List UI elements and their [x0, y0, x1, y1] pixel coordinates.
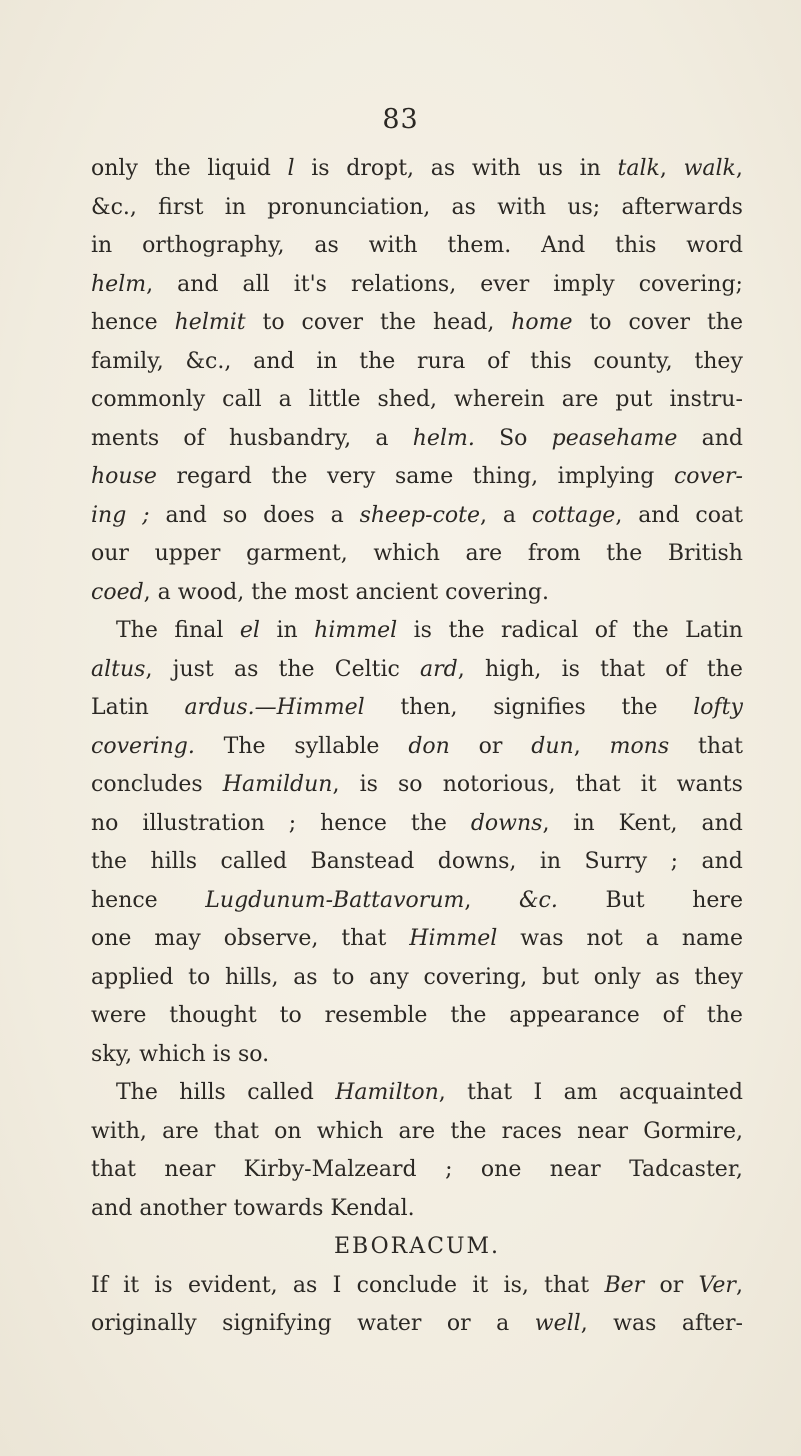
word: that — [698, 733, 743, 759]
word: word — [686, 233, 743, 258]
word: the — [621, 695, 658, 720]
word: helmit — [174, 310, 246, 335]
word: and — [165, 502, 207, 528]
word: the — [448, 618, 485, 643]
word: ; — [142, 502, 150, 528]
word: dropt, — [346, 156, 415, 181]
word: signifying — [222, 1311, 332, 1336]
word: may — [154, 926, 201, 951]
word: that — [91, 1157, 136, 1182]
text-line — [91, 535, 743, 574]
text-line — [91, 882, 743, 921]
word: hills, — [224, 964, 279, 990]
text-line — [91, 150, 743, 189]
word: ; — [670, 849, 679, 874]
word: the — [154, 156, 191, 181]
word: ard, — [420, 656, 465, 682]
word: helm, — [91, 271, 154, 297]
word: the — [450, 1118, 487, 1144]
word: is — [561, 656, 580, 682]
word: our — [91, 541, 129, 566]
word: covering; — [638, 271, 743, 297]
text-line — [91, 651, 743, 690]
word: it — [640, 772, 657, 797]
text-line — [91, 304, 743, 343]
text-line — [91, 612, 743, 651]
word: it — [123, 1272, 140, 1298]
word: this — [530, 348, 572, 374]
word: am — [563, 1080, 598, 1105]
text-line — [91, 728, 743, 767]
word: evident, — [188, 1272, 278, 1298]
word: rura — [417, 348, 466, 374]
word: so — [398, 772, 423, 797]
word: implying — [557, 464, 655, 489]
word: which — [316, 1118, 384, 1144]
word: the — [706, 656, 743, 682]
word: that — [600, 656, 646, 682]
word: no — [91, 810, 119, 836]
word: as — [314, 233, 339, 258]
text-line — [91, 1036, 743, 1075]
word: of — [665, 656, 687, 682]
word: of — [662, 1003, 685, 1028]
word: don — [408, 733, 450, 759]
word: liquid — [207, 156, 271, 181]
text-line — [91, 458, 743, 497]
word: from — [527, 541, 581, 566]
word: regard — [176, 464, 252, 489]
word: as — [655, 964, 680, 990]
text-line — [91, 227, 743, 266]
word: But — [605, 887, 645, 913]
word: coat — [695, 502, 743, 528]
word: that — [575, 772, 621, 797]
text-line — [91, 497, 743, 536]
text-line — [91, 843, 743, 882]
word: races — [501, 1118, 562, 1144]
word: The — [116, 618, 158, 643]
word: himmel — [314, 618, 398, 643]
word: dun, — [531, 733, 581, 759]
word: in — [573, 810, 595, 836]
word: just — [172, 656, 214, 682]
text-line — [91, 1267, 743, 1306]
word: to — [279, 1003, 302, 1028]
text-line — [91, 1074, 743, 1113]
text-line — [91, 1113, 743, 1152]
word: Kirby-Malzeard — [243, 1157, 417, 1182]
word: &c. — [518, 887, 558, 913]
word: cottage, — [531, 502, 623, 528]
word: in — [224, 194, 246, 220]
word: name — [681, 926, 743, 951]
word: altus, — [91, 656, 153, 682]
word: same — [394, 464, 454, 489]
word: as — [292, 1272, 318, 1298]
word: Surry — [584, 849, 648, 874]
word: downs, — [437, 849, 517, 874]
word: ancient — [355, 579, 439, 605]
word: or — [478, 733, 503, 759]
word: Latin — [91, 695, 149, 720]
word: to — [262, 310, 285, 335]
word: imply — [553, 271, 615, 297]
word: was — [613, 1311, 657, 1336]
word: cover — [628, 310, 691, 335]
word: that — [213, 1118, 259, 1144]
text-line — [91, 343, 743, 382]
word: called — [220, 849, 288, 874]
word: here — [692, 887, 743, 913]
word: notorious, — [442, 772, 556, 797]
word: they — [694, 964, 743, 990]
word: call — [222, 387, 262, 412]
word: not — [586, 926, 623, 951]
word: appearance — [509, 1003, 640, 1028]
word: county, — [593, 348, 673, 374]
word: it's — [293, 271, 327, 297]
word: wherein — [454, 387, 545, 412]
word: only — [91, 156, 138, 181]
word: covering. — [91, 733, 195, 759]
text-line — [91, 574, 743, 613]
word: thing, — [472, 464, 539, 489]
word: and — [701, 849, 743, 874]
text-line — [91, 959, 743, 998]
word: instru- — [669, 387, 743, 412]
word: are — [561, 387, 599, 412]
word: only — [593, 964, 641, 990]
word: house — [91, 464, 157, 489]
word: is — [413, 618, 432, 643]
word: are — [398, 1118, 436, 1144]
word: of — [487, 348, 509, 374]
word: that — [341, 926, 387, 951]
page-number: 83 — [382, 104, 419, 135]
word: wants — [676, 772, 743, 797]
body-text — [91, 150, 743, 1344]
word: the — [706, 1003, 743, 1028]
word: peasehame — [551, 425, 678, 451]
word: Himmel — [409, 926, 498, 951]
text-line — [91, 689, 743, 728]
word: water — [357, 1311, 422, 1336]
word: one — [480, 1157, 522, 1182]
word: applied — [91, 964, 174, 990]
word: as — [451, 194, 476, 220]
word: head, — [432, 310, 495, 335]
word: a — [157, 579, 171, 605]
word: as — [233, 656, 259, 682]
word: with, — [91, 1118, 147, 1144]
word: covering. — [445, 579, 549, 605]
word: the — [632, 618, 669, 643]
word: sky, — [91, 1041, 133, 1067]
word: to — [188, 964, 211, 990]
word: little — [308, 387, 361, 412]
text-line — [91, 997, 743, 1036]
word: as — [293, 964, 318, 990]
word: home — [511, 310, 573, 335]
word: as — [430, 156, 456, 181]
word: hence — [320, 810, 387, 836]
word: Hamilton, — [335, 1080, 446, 1105]
word: and — [638, 502, 680, 528]
word: near — [549, 1157, 601, 1182]
word: near — [577, 1118, 628, 1144]
word: acquainted — [618, 1080, 743, 1105]
word: British — [667, 541, 743, 566]
word: or — [659, 1272, 684, 1298]
word: the — [379, 310, 417, 335]
word: were — [91, 1003, 147, 1028]
word: The — [223, 733, 266, 759]
word: &c., — [185, 348, 232, 374]
word: us — [537, 156, 563, 181]
word: Ber — [604, 1272, 645, 1298]
word: concludes — [91, 772, 203, 797]
word: a — [645, 926, 659, 951]
word: Kent, — [618, 810, 678, 836]
word: the — [91, 849, 128, 874]
word: so — [222, 502, 248, 528]
word: which — [373, 541, 440, 566]
word: a — [496, 1311, 510, 1336]
word: I — [533, 1080, 543, 1105]
word: near — [164, 1157, 216, 1182]
word: and — [253, 348, 295, 374]
section-heading — [91, 1228, 743, 1267]
word: first — [158, 194, 204, 220]
word: is — [154, 1272, 173, 1298]
word: radical — [501, 618, 579, 643]
text-line — [91, 1151, 743, 1190]
word: this — [615, 233, 657, 258]
word: the — [251, 579, 288, 605]
word: all — [242, 271, 270, 297]
word: EBORACUM. — [333, 1234, 501, 1259]
word: talk, — [617, 156, 667, 181]
word: most — [294, 579, 349, 605]
word: Ver, — [698, 1272, 743, 1298]
word: the — [271, 464, 308, 489]
text-line — [91, 266, 743, 305]
word: so. — [237, 1041, 270, 1067]
word: another — [139, 1195, 227, 1221]
word: Hamildun, — [222, 772, 340, 797]
word: originally — [91, 1311, 197, 1336]
word: I — [332, 1272, 342, 1298]
text-line — [91, 420, 743, 459]
word: the — [410, 810, 447, 836]
word: or — [446, 1311, 471, 1336]
word: the — [359, 348, 396, 374]
word: walk, — [683, 156, 743, 181]
word: but — [541, 964, 580, 990]
word: in — [276, 618, 298, 643]
word: the — [450, 1003, 487, 1028]
word: &c., — [91, 194, 137, 220]
text-line — [91, 381, 743, 420]
word: in — [91, 233, 113, 258]
word: in — [539, 849, 562, 874]
word: ; — [288, 810, 297, 836]
word: hills — [150, 849, 198, 874]
word: illustration — [142, 810, 265, 836]
word: Gormire, — [643, 1118, 743, 1144]
word: them. — [447, 233, 512, 258]
word: with — [497, 194, 547, 220]
word: ever — [480, 271, 530, 297]
word: syllable — [294, 733, 380, 759]
word: helm. — [412, 425, 475, 451]
word: coed, — [91, 579, 151, 605]
word: orthography, — [142, 233, 285, 258]
word: and — [701, 810, 743, 836]
word: Lugdunum-Battavorum, — [205, 887, 472, 913]
word: ; — [445, 1157, 453, 1182]
word: mons — [609, 733, 670, 759]
word: is — [311, 156, 330, 181]
text-line — [91, 1190, 743, 1229]
word: observe, — [223, 926, 319, 951]
word: is — [359, 772, 378, 797]
word: commonly — [91, 387, 206, 412]
word: cover- — [673, 464, 743, 489]
text-line — [91, 805, 743, 844]
word: does — [263, 502, 315, 528]
word: that — [467, 1080, 513, 1105]
word: sheep-cote, — [359, 502, 488, 528]
word: and — [177, 271, 219, 297]
word: in — [316, 348, 338, 374]
word: pronunciation, — [267, 194, 431, 220]
word: the — [606, 541, 643, 566]
text-line — [91, 1305, 743, 1344]
word: Celtic — [334, 656, 400, 682]
word: a — [502, 502, 516, 528]
word: garment, — [246, 541, 348, 566]
word: us; — [567, 194, 601, 220]
word: l — [287, 156, 295, 181]
word: are — [465, 541, 503, 566]
word: hills — [179, 1080, 226, 1105]
word: on — [274, 1118, 302, 1144]
word: which — [139, 1041, 206, 1067]
word: a — [278, 387, 292, 412]
word: shed, — [377, 387, 438, 412]
word: conclude — [356, 1272, 458, 1298]
word: was — [520, 926, 564, 951]
word: with — [471, 156, 521, 181]
word: thought — [169, 1003, 257, 1028]
word: covering, — [423, 964, 528, 990]
word: after- — [681, 1311, 743, 1336]
word: and — [701, 425, 743, 451]
text-line — [91, 920, 743, 959]
word: ing — [91, 502, 127, 528]
word: The — [116, 1080, 158, 1105]
word: el — [239, 618, 260, 643]
word: resemble — [324, 1003, 428, 1028]
word: afterwards — [621, 194, 743, 220]
word: high, — [484, 656, 542, 682]
word: And — [541, 233, 586, 258]
word: Banstead — [310, 849, 415, 874]
word: signifies — [493, 695, 586, 720]
text-line — [91, 189, 743, 228]
word: of — [183, 425, 205, 451]
word: a — [375, 425, 389, 451]
word: well, — [534, 1311, 588, 1336]
word: So — [499, 425, 528, 451]
word: then, — [400, 695, 458, 720]
word: they — [694, 348, 743, 374]
word: relations, — [350, 271, 457, 297]
word: of — [594, 618, 617, 643]
word: a — [330, 502, 344, 528]
word: in — [579, 156, 601, 181]
word: one — [91, 926, 132, 951]
word: hence — [91, 310, 158, 335]
word: ments — [91, 425, 160, 451]
word: are — [162, 1118, 199, 1144]
word: cover — [301, 310, 364, 335]
word: the — [706, 310, 743, 335]
word: husbandry, — [229, 425, 352, 451]
word: lofty — [693, 695, 743, 720]
word: called — [247, 1080, 314, 1105]
word: hence — [91, 887, 158, 913]
word: is, — [503, 1272, 529, 1298]
word: is — [212, 1041, 231, 1067]
word: upper — [154, 541, 221, 566]
word: downs, — [470, 810, 550, 836]
word: Latin — [685, 618, 743, 643]
word: to — [332, 964, 355, 990]
word: the — [278, 656, 315, 682]
word: final — [174, 618, 224, 643]
word: any — [369, 964, 409, 990]
word: wood, — [177, 579, 245, 605]
word: very — [326, 464, 376, 489]
word: and — [91, 1195, 133, 1221]
word: with — [368, 233, 418, 258]
word: Tadcaster, — [629, 1157, 743, 1182]
word: it — [472, 1272, 489, 1298]
word: If — [91, 1272, 108, 1298]
word: towards — [233, 1195, 324, 1221]
word: to — [589, 310, 612, 335]
word: family, — [91, 348, 164, 374]
word: ardus.—Himmel — [184, 695, 365, 720]
text-line — [91, 766, 743, 805]
word: that — [544, 1272, 590, 1298]
word: put — [615, 387, 653, 412]
word: Kendal. — [330, 1195, 415, 1221]
